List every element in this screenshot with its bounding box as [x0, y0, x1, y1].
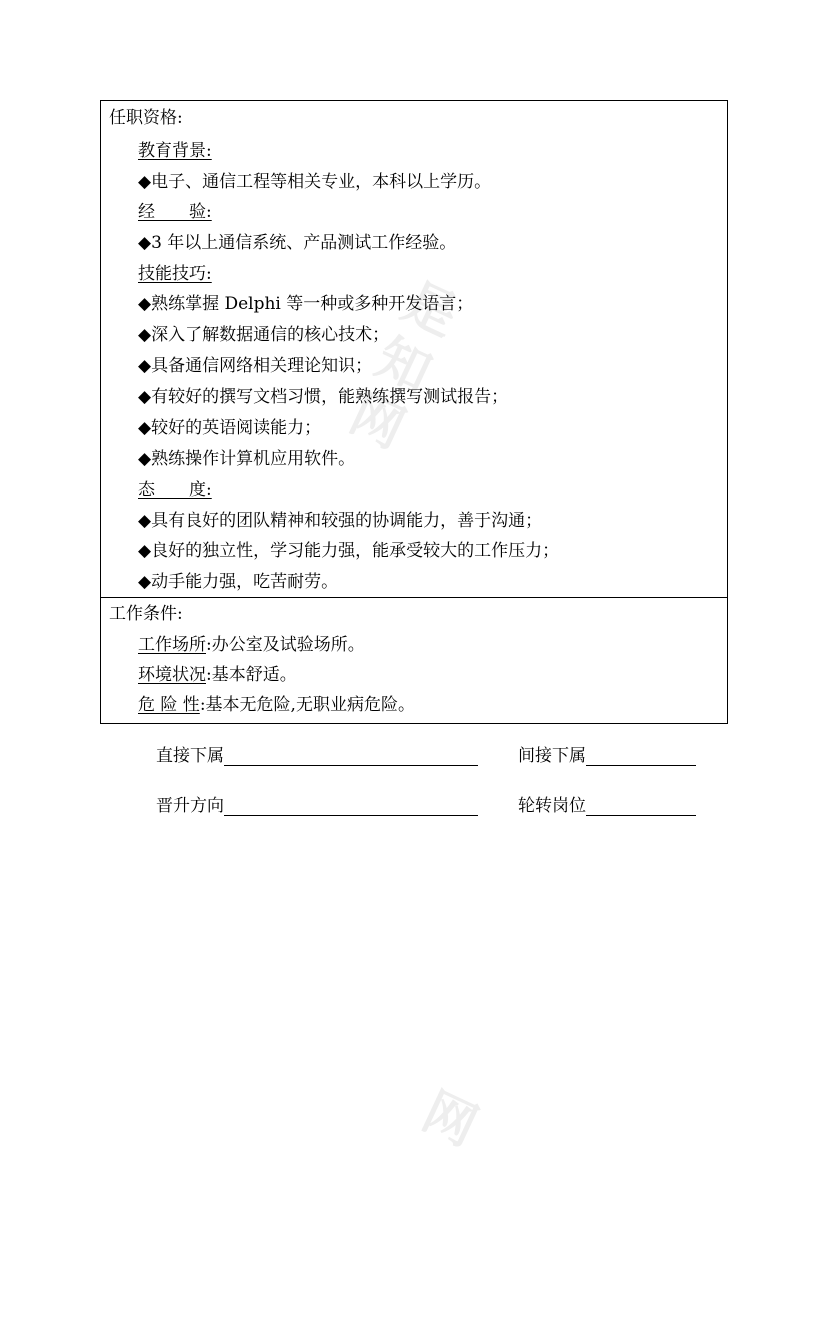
attitude-item: ◆动手能力强，吃苦耐劳。 [138, 572, 339, 592]
skills-item: ◆较好的英语阅读能力； [138, 418, 322, 438]
skills-label: 技能技巧: [138, 264, 212, 284]
indirect-subordinate-label: 间接下属 [518, 746, 586, 766]
attitude-item: ◆良好的独立性，学习能力强，能承受较大的工作压力； [138, 541, 560, 561]
watermark: 是 知 网 [341, 271, 466, 461]
education-label: 教育背景: [138, 141, 212, 161]
attitude-label: 态 度: [138, 480, 212, 500]
environment-value: :基本舒适。 [206, 665, 297, 685]
hazard-value: :基本无危险,无职业病危险。 [199, 695, 415, 715]
education-item: ◆电子、通信工程等相关专业，本科以上学历。 [138, 172, 492, 192]
workplace-label: 工作场所 [138, 635, 206, 655]
rotation-label: 轮转岗位 [518, 796, 586, 816]
qualifications-section [101, 101, 727, 598]
indirect-subordinate-line[interactable] [586, 749, 696, 766]
direct-subordinate-line[interactable] [224, 749, 478, 766]
job-description-table [100, 100, 728, 724]
workplace-row [138, 635, 365, 655]
indirect-subordinate-row [518, 746, 696, 766]
skills-item: ◆有较好的撰写文档习惯，能熟练撰写测试报告； [138, 387, 509, 407]
environment-label: 环境状况 [138, 665, 206, 685]
watermark: 网 [413, 1081, 486, 1158]
skills-item: ◆深入了解数据通信的核心技术； [138, 325, 390, 345]
hazard-label: 危 险 性 [138, 695, 200, 715]
conditions-heading: 工作条件: [109, 604, 183, 624]
rotation-line[interactable] [586, 799, 696, 816]
direct-subordinate-row [156, 746, 478, 766]
skills-item: ◆熟练操作计算机应用软件。 [138, 449, 356, 469]
conditions-section [101, 597, 727, 725]
promotion-row [156, 796, 478, 816]
workplace-value: :办公室及试验场所。 [206, 635, 365, 655]
skills-item: ◆具备通信网络相关理论知识； [138, 356, 373, 376]
rotation-row [518, 796, 696, 816]
qualifications-heading: 任职资格: [109, 108, 183, 128]
attitude-item: ◆具有良好的团队精神和较强的协调能力，善于沟通； [138, 511, 543, 531]
hazard-row [138, 695, 415, 715]
experience-label: 经 验: [138, 202, 212, 222]
experience-item: ◆3 年以上通信系统、产品测试工作经验。 [138, 233, 457, 253]
environment-row [138, 665, 297, 685]
promotion-label: 晋升方向 [156, 796, 224, 816]
skills-item: ◆熟练掌握 Delphi 等一种或多种开发语言； [138, 294, 474, 314]
promotion-line[interactable] [224, 799, 478, 816]
direct-subordinate-label: 直接下属 [156, 746, 224, 766]
